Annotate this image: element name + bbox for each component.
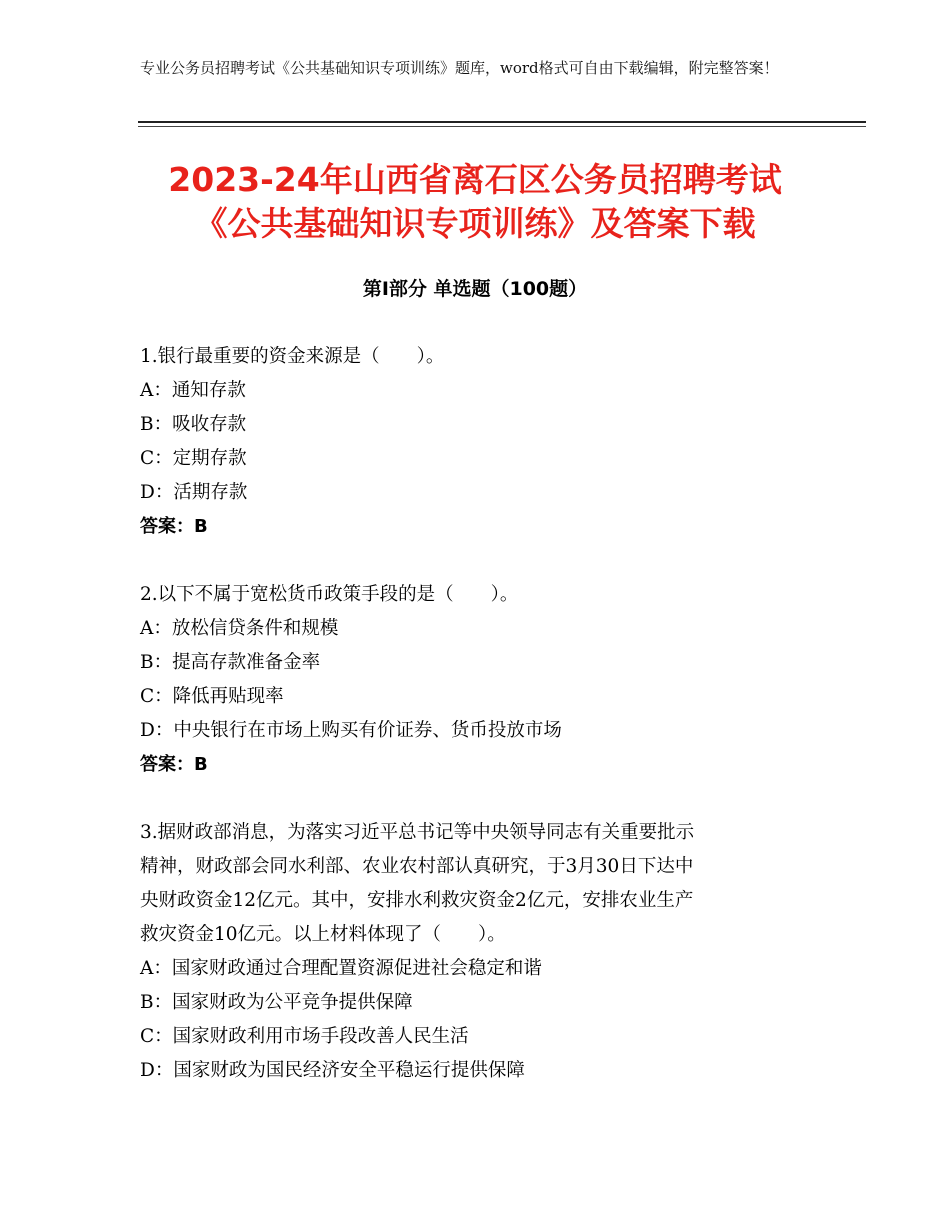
option-b: B：吸收存款 xyxy=(140,414,247,435)
option-c: C：降低再贴现率 xyxy=(140,686,284,707)
option-d: D：国家财政为国民经济安全平稳运行提供保障 xyxy=(140,1060,525,1081)
document-title xyxy=(0,158,950,246)
option-c: C：定期存款 xyxy=(140,448,247,469)
question-stem: 2.以下不属于宽松货币政策手段的是（ ）。 xyxy=(140,584,519,605)
header-divider-thin xyxy=(138,126,866,127)
title-line-2: 《公共基础知识专项训练》及答案下载 xyxy=(194,204,756,243)
answer: 答案：B xyxy=(140,516,208,537)
header-divider xyxy=(138,121,866,123)
question-3 xyxy=(140,816,810,1088)
option-b: B：国家财政为公平竞争提供保障 xyxy=(140,992,413,1013)
option-a: A：放松信贷条件和规模 xyxy=(140,618,339,639)
option-c: C：国家财政利用市场手段改善人民生活 xyxy=(140,1026,469,1047)
title-line-1: 2023-24年山西省离石区公务员招聘考试 xyxy=(168,160,782,199)
question-list xyxy=(140,340,810,1088)
section-heading: 第Ⅰ部分 单选题（100题） xyxy=(362,278,588,300)
option-d: D：中央银行在市场上购买有价证券、货币投放市场 xyxy=(140,720,562,741)
option-d: D：活期存款 xyxy=(140,482,248,503)
question-stem: 1.银行最重要的资金来源是（ ）。 xyxy=(140,346,445,367)
question-stem-line: 央财政资金12亿元。其中，安排水利救灾资金2亿元，安排农业生产 xyxy=(140,890,694,911)
header-note: 专业公务员招聘考试《公共基础知识专项训练》题库，word格式可自由下载编辑，附完整答案！ xyxy=(140,59,779,77)
question-stem-line: 救灾资金10亿元。以上材料体现了（ ）。 xyxy=(140,924,506,945)
question-1 xyxy=(140,340,810,544)
question-stem-line: 精神，财政部会同水利部、农业农村部认真研究，于3月30日下达中 xyxy=(140,856,694,877)
option-a: A：国家财政通过合理配置资源促进社会稳定和谐 xyxy=(140,958,542,979)
answer: 答案：B xyxy=(140,754,208,775)
question-stem-line: 3.据财政部消息，为落实习近平总书记等中央领导同志有关重要批示 xyxy=(140,822,695,843)
option-a: A：通知存款 xyxy=(140,380,246,401)
question-2 xyxy=(140,578,810,782)
option-b: B：提高存款准备金率 xyxy=(140,652,321,673)
